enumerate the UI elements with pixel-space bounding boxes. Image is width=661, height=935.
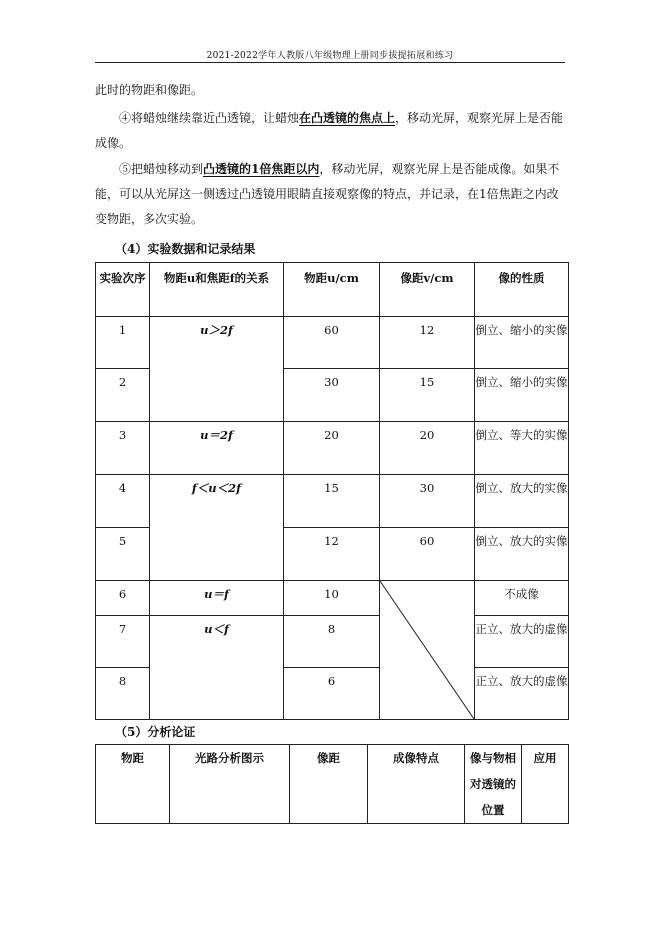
image-nature: 正立、放大的虚像	[475, 668, 569, 720]
header-light-path-diagram: 光路分析图示	[170, 745, 290, 824]
table-row	[96, 422, 569, 475]
relation-cell: u＞2f	[150, 317, 284, 422]
trial-number: 2	[96, 369, 150, 422]
step5-text-suffix: ，移动光屏，观察光屏上是否能成像。如果不能，可以从光屏这一侧透过凸透镜用眼睛直接观察像的特点，并记录，在1倍焦距之内改变物距，多次实验。	[95, 162, 560, 226]
image-nature: 倒立、缩小的实像	[475, 317, 569, 369]
image-distance: 60	[380, 528, 475, 581]
trial-number: 6	[96, 581, 150, 616]
object-distance: 6	[284, 668, 380, 720]
experiment-data-table	[95, 262, 569, 720]
trial-number: 7	[96, 616, 150, 668]
image-distance: 15	[380, 369, 475, 422]
table-row	[96, 616, 569, 668]
header-relation: 物距u和焦距f的关系	[150, 263, 284, 317]
trial-number: 4	[96, 475, 150, 528]
paragraph-step-4	[95, 106, 570, 156]
image-nature: 不成像	[475, 581, 569, 616]
object-distance: 12	[284, 528, 380, 581]
header-image-features: 成像特点	[368, 745, 465, 824]
relation-cell: f＜u＜2f	[150, 475, 284, 581]
step4-underlined-answer: 在凸透镜的焦点上	[299, 111, 396, 125]
object-distance: 15	[284, 475, 380, 528]
table-row	[96, 317, 569, 369]
paragraph-step-5	[95, 157, 570, 232]
table-row	[96, 581, 569, 616]
image-distance: 12	[380, 317, 475, 369]
header-image-distance: 像距	[290, 745, 368, 824]
relation-cell: u＝f	[150, 581, 284, 616]
analysis-header-row	[96, 745, 569, 824]
step4-text-suffix: ，移动光屏，观察光屏上是否能成像。	[95, 111, 564, 150]
table-header-row	[96, 263, 569, 317]
header-object-distance: 物距	[96, 745, 170, 824]
object-distance: 8	[284, 616, 380, 668]
header-application: 应用	[522, 745, 569, 824]
object-distance: 10	[284, 581, 380, 616]
section-4-title: （4）实验数据和记录结果	[115, 242, 256, 256]
image-distance: 30	[380, 475, 475, 528]
header-image-nature: 像的性质	[475, 263, 569, 317]
page-header: 2021-2022学年人教版八年级物理上册同步拔提拓展和练习	[206, 51, 454, 61]
image-nature: 正立、放大的虚像	[475, 616, 569, 668]
object-distance: 20	[284, 422, 380, 475]
image-nature: 倒立、缩小的实像	[475, 369, 569, 422]
analysis-table	[95, 744, 569, 824]
image-nature: 倒立、放大的实像	[475, 528, 569, 581]
object-distance: 30	[284, 369, 380, 422]
header-relative-position: 像与物相对透镜的位置	[465, 745, 522, 824]
relation-cell: u＜f	[150, 616, 284, 720]
trial-number: 8	[96, 668, 150, 720]
object-distance: 60	[284, 317, 380, 369]
trial-number: 5	[96, 528, 150, 581]
trial-number: 1	[96, 317, 150, 369]
header-divider	[95, 62, 565, 63]
image-nature: 倒立、等大的实像	[475, 422, 569, 475]
no-image-distance-diagonal-cell	[380, 581, 475, 720]
image-nature: 倒立、放大的实像	[475, 475, 569, 528]
paragraph-1: 此时的物距和像距。	[95, 83, 204, 97]
header-object-distance: 物距u/cm	[284, 263, 380, 317]
image-distance: 20	[380, 422, 475, 475]
header-trial-number: 实验次序	[96, 263, 150, 317]
diagonal-line	[380, 581, 474, 719]
section-5-title: （5）分析论证	[115, 725, 196, 739]
step5-text-prefix: ⑤把蜡烛移动到	[119, 162, 204, 176]
header-image-distance: 像距v/cm	[380, 263, 475, 317]
trial-number: 3	[96, 422, 150, 475]
relation-cell: u＝2f	[150, 422, 284, 475]
step5-underlined-answer: 凸透镜的1倍焦距以内	[203, 162, 320, 176]
step4-text-prefix: ④将蜡烛继续靠近凸透镜，让蜡烛	[119, 111, 300, 125]
table-row	[96, 475, 569, 528]
